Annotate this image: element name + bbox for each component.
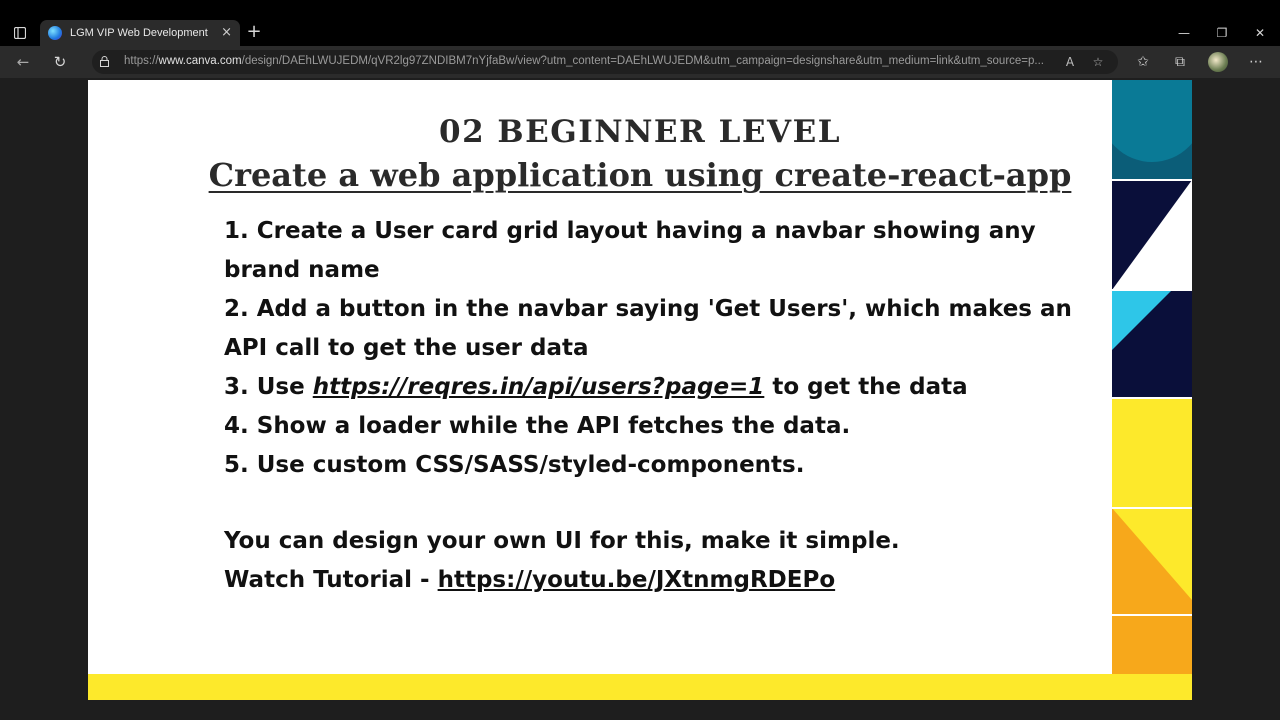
task-item-3-prefix: 3. Use	[224, 374, 313, 400]
browser-title-bar	[0, 0, 1280, 46]
favorites-icon[interactable]: ✩	[1137, 54, 1149, 70]
decorative-pattern	[1112, 80, 1192, 674]
deco-circle-teal	[1112, 80, 1192, 162]
close-window-button[interactable]: ✕	[1254, 26, 1266, 40]
add-favorite-icon[interactable]: ☆	[1092, 55, 1104, 69]
task-list	[224, 212, 1084, 485]
tutorial-line	[224, 561, 1084, 600]
task-item-3	[224, 368, 1084, 407]
task-item-4: 4. Show a loader while the API fetches the data.	[224, 413, 851, 439]
task-item-1: 1. Create a User card grid layout having a navbar showing any brand name	[224, 218, 1036, 283]
tab-actions-button[interactable]	[8, 22, 32, 44]
tab-title: LGM VIP Web Development	[70, 27, 208, 39]
browser-tab[interactable]	[40, 20, 240, 46]
browser-toolbar	[0, 46, 1280, 78]
address-bar[interactable]	[92, 50, 1118, 74]
task-item-2: 2. Add a button in the navbar saying 'Get Users', which makes an API call to get the user data	[224, 296, 1072, 361]
tab-close-icon[interactable]: ×	[221, 25, 232, 40]
slide-subheading: Create a web application using create-react-app	[208, 156, 1072, 194]
deco-block-yellow	[1112, 398, 1192, 508]
task-item-5: 5. Use custom CSS/SASS/styled-components.	[224, 452, 805, 478]
lock-icon	[100, 56, 109, 67]
url-text[interactable]	[124, 55, 1044, 67]
slide-footer-bar	[88, 674, 1192, 700]
new-tab-button[interactable]: +	[246, 21, 262, 42]
tutorial-link[interactable]: https://youtu.be/JXtnmgRDEPo	[437, 567, 836, 593]
url-prefix: https://	[124, 55, 159, 67]
back-button[interactable]: ←	[16, 53, 30, 71]
design-note: You can design your own UI for this, make it simple.	[224, 528, 900, 554]
slide-notes	[224, 522, 1084, 600]
read-aloud-icon[interactable]: A	[1065, 55, 1075, 69]
collections-icon[interactable]: ⧉	[1175, 54, 1185, 70]
minimize-button[interactable]: —	[1178, 26, 1190, 40]
slide	[88, 80, 1192, 700]
more-menu-icon[interactable]: ⋯	[1249, 54, 1263, 70]
url-domain: www.canva.com	[158, 55, 242, 67]
url-path: /design/DAEhLWUJEDM/qVR2lg97ZNDIBM7nYjfaBw/view?utm_content=DAEhLWUJEDM&utm_campaign=designshare&utm_medium=link&utm_source=p...	[241, 55, 1044, 67]
tab-actions-icon	[14, 27, 26, 39]
refresh-button[interactable]: ↻	[53, 53, 67, 71]
task-item-3-suffix: to get the data	[764, 374, 968, 400]
tutorial-label: Watch Tutorial -	[224, 567, 438, 593]
maximize-button[interactable]: ❐	[1216, 26, 1228, 40]
reqres-api-link[interactable]: https://reqres.in/api/users?page=1	[312, 374, 765, 400]
edge-favicon-icon	[48, 26, 62, 40]
profile-avatar[interactable]	[1208, 52, 1228, 72]
slide-heading: 02 BEGINNER LEVEL	[439, 114, 841, 150]
